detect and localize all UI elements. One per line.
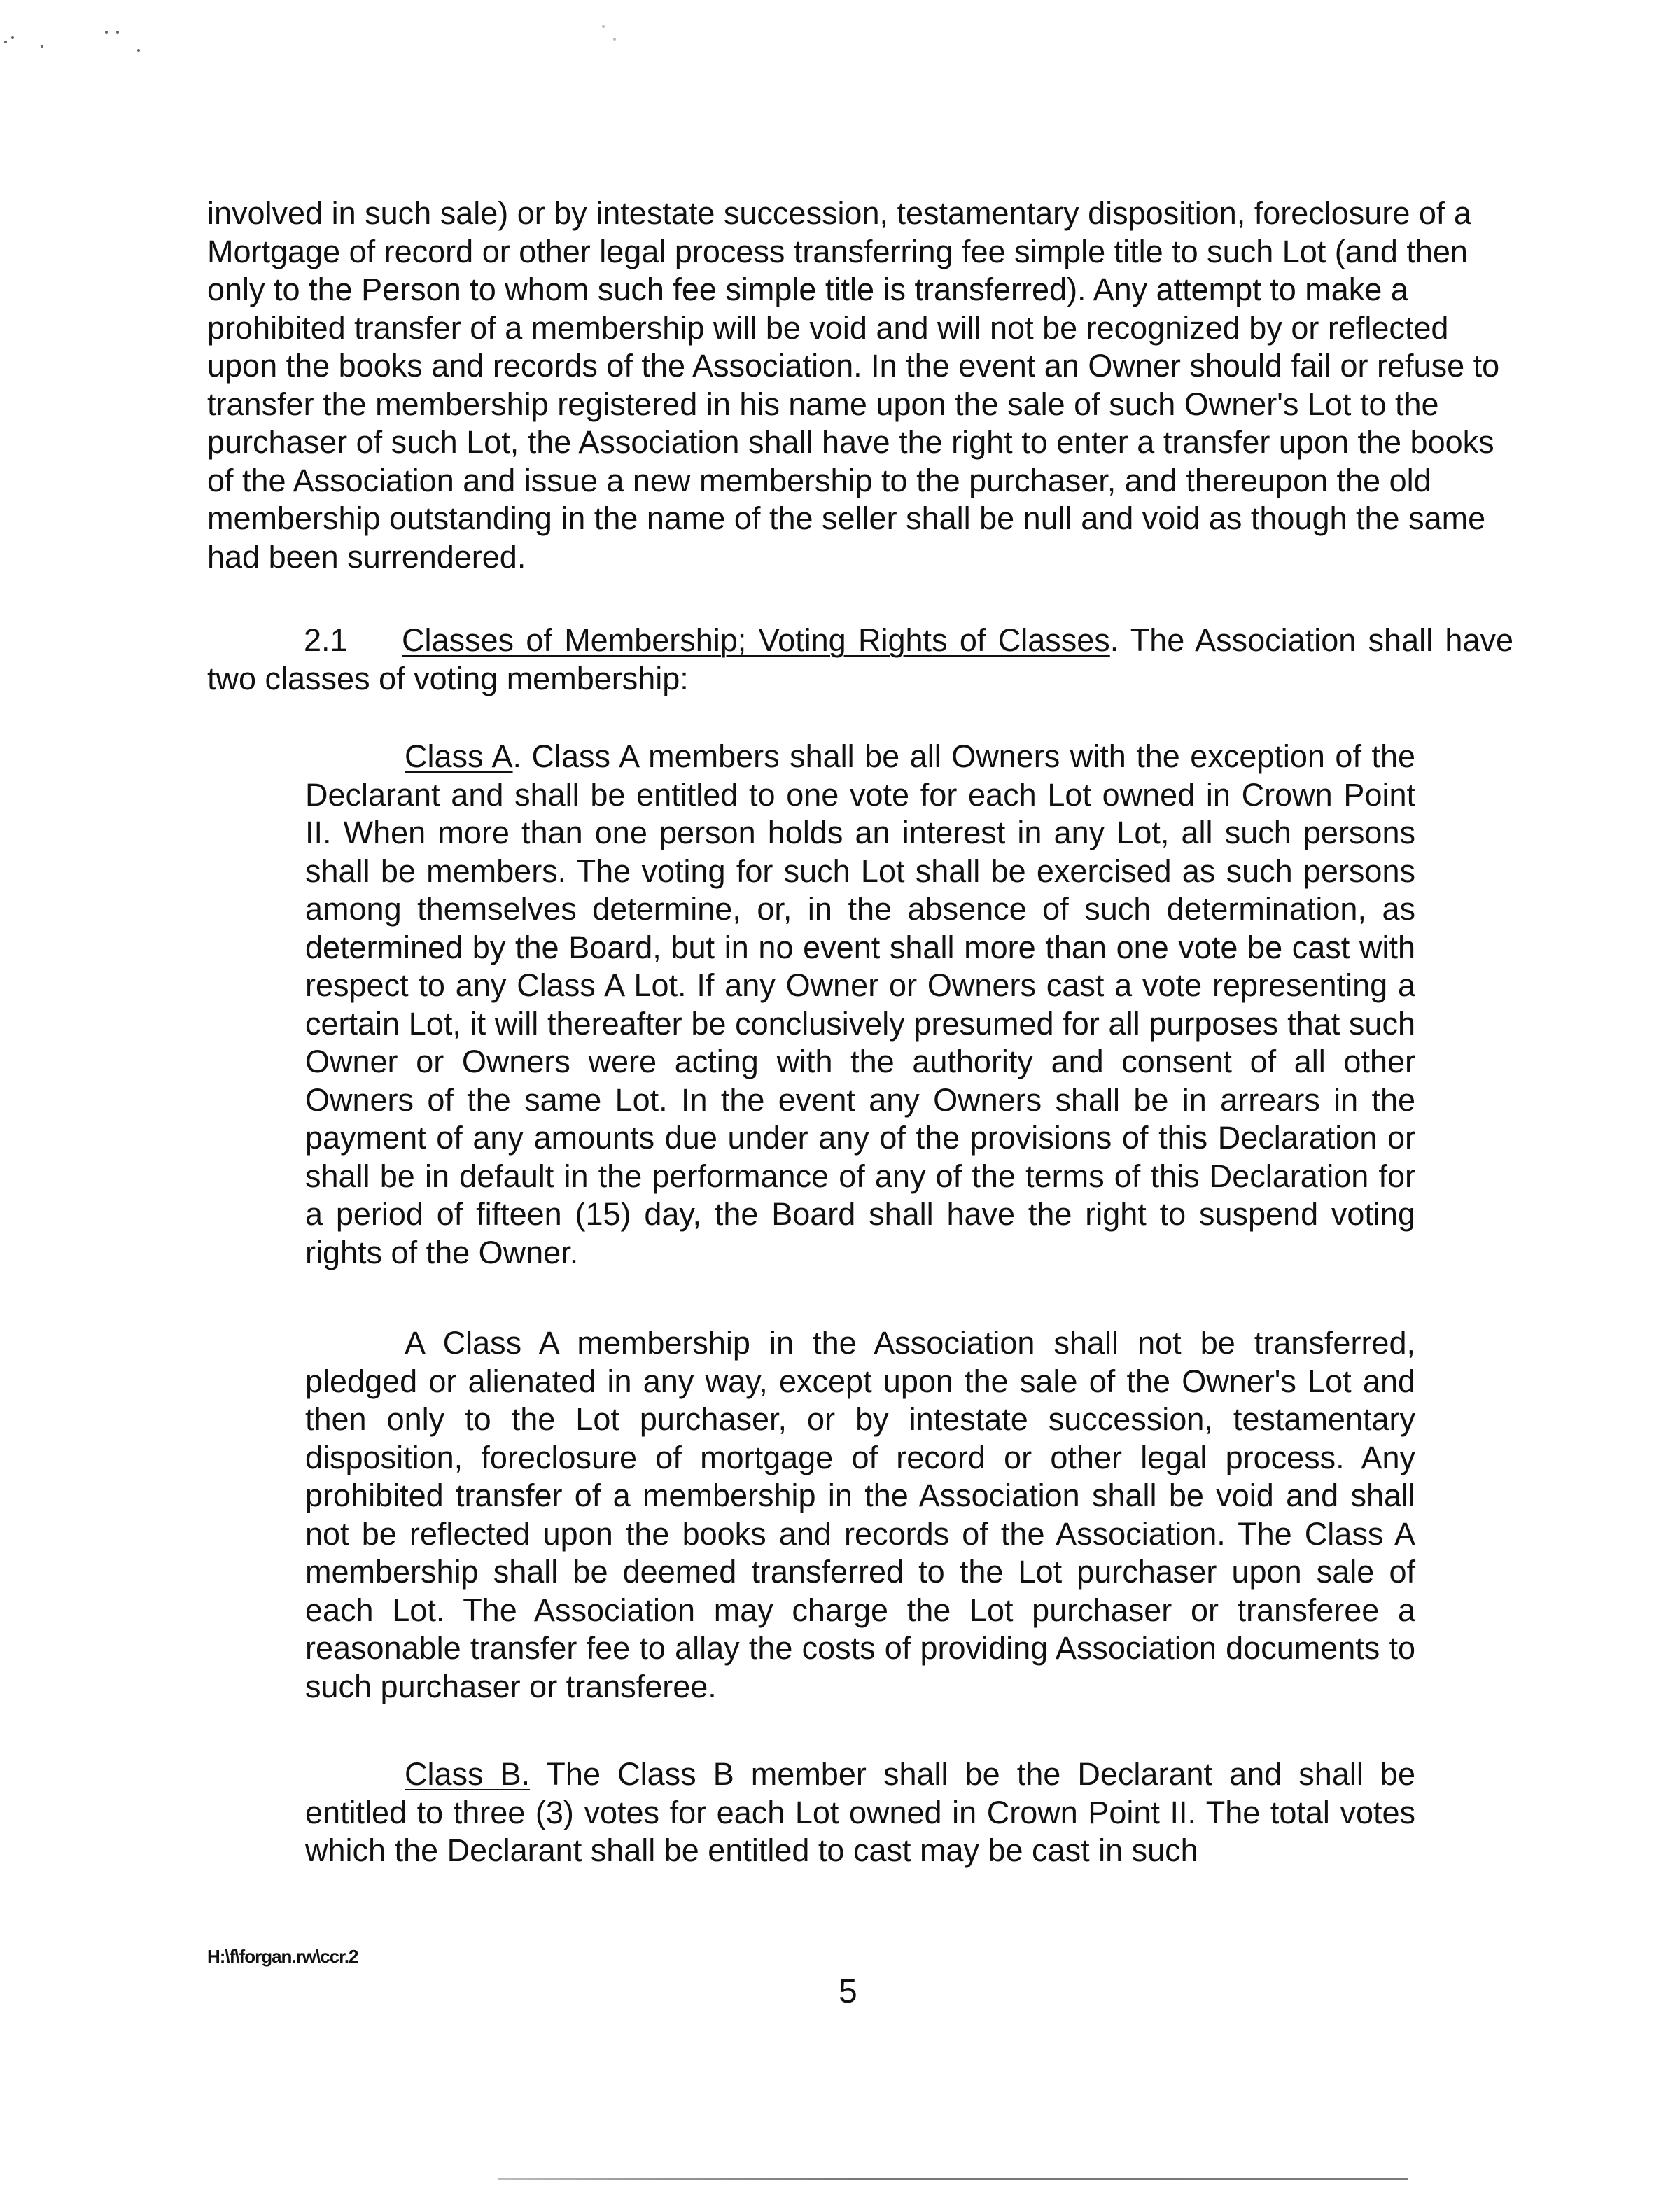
scan-speck [4,41,7,43]
class-a-paragraph [305,738,1415,1272]
scan-speck [613,38,616,41]
scan-speck [602,25,605,28]
class-a-heading: Class A [405,738,513,774]
section-intro-text: . The Association shall have two classes of voting membership: [207,622,1513,696]
scan-speck [116,31,119,34]
paragraph-transfer-continuation: involved in such sale) or by intestate succession, testamentary disposition, foreclosure of a Mortgage of record or other legal process transferring fee simple title to such Lot (and then only to the Person to whom such fee simple title is transferred). Any attempt to make a prohibited transfer of a membership will be void and will not be recognized by or reflected upon the books and records of the Association. In the event an Owner should fail or refuse to transfer the membership registered in his name upon the sale of such Owner's Lot to the purchaser of such Lot, the Association shall have the right to enter a transfer upon the books of the Association and issue a new membership to the purchaser, and thereupon the old membership outstanding in the name of the seller shall be null and void as though the same had been surrendered. [207,195,1500,575]
bottom-scan-line [498,2178,1408,2180]
section-2-1-paragraph [207,622,1513,698]
file-path-footer: H:\f\forgan.rw\ccr.2 [207,1946,358,1967]
section-heading: Classes of Membership; Voting Rights of Classes [402,622,1110,658]
class-a-transfer-paragraph: A Class A membership in the Association shall not be transferred, pledged or alienated in any way, except upon the sale of the Owner's Lot and then only to the Lot purchaser, or by intestate succession, testamentary disposition, foreclosure of mortgage of record or other legal process. Any prohibited transfer of a membership in the Association shall be void and shall not be reflected upon the books and records of the Association. The Class A membership shall be deemed transferred to the Lot purchaser upon sale of each Lot. The Association may charge the Lot purchaser or transferee a reasonable transfer fee to allay the costs of providing Association documents to such purchaser or transferee. [305,1325,1415,1704]
scan-speck [11,36,14,39]
scan-speck [137,49,140,52]
section-number: 2.1 [304,622,348,658]
scan-speck [41,45,43,48]
class-b-heading: Class B. [405,1756,531,1792]
class-b-paragraph [305,1755,1415,1870]
class-b-text: The Class B member shall be the Declarant and shall be entitled to three (3) votes for each Lot owned in Crown Point II. The total votes which the Declarant shall be entitled to cast may be cast in such [305,1756,1415,1868]
class-a-text: . Class A members shall be all Owners with the exception of the Declarant and shall be entitled to one vote for each Lot owned in Crown Point II. When more than one person holds an interest in any Lot, all such persons shall be members. The voting for such Lot shall be exercised as such persons among themselves determine, or, in the absence of such determination, as determined by the Board, but in no event shall more than one vote be cast with respect to any Class A Lot. If any Owner or Owners cast a vote representing a certain Lot, it will thereafter be conclusively presumed for all purposes that such Owner or Owners were acting with the authority and consent of all other Owners of the same Lot. In the event any Owners shall be in arrears in the payment of any amounts due under any of the provisions of this Declaration or shall be in default in the performance of any of the terms of this Declaration for a period of fifteen (15) day, the Board shall have the right to suspend voting rights of the Owner. [305,738,1415,1270]
scan-speck [105,31,108,34]
page-number: 5 [839,1973,858,2010]
